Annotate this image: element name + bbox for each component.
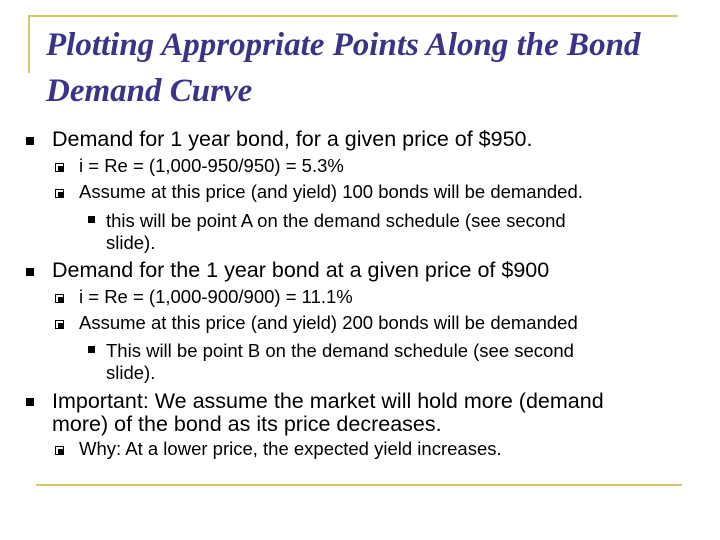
square-bullet-icon xyxy=(26,137,34,145)
slide-title-line-1: Plotting Appropriate Points Along the Bond xyxy=(46,27,641,63)
square-bullet-icon xyxy=(88,216,95,223)
slide-title-line-2: Demand Curve xyxy=(46,73,253,109)
bullet-text: Demand for 1 year bond, for a given price of $950. xyxy=(52,127,533,151)
bullet-important xyxy=(52,390,604,436)
bullet-text: Why: At a lower price, the expected yield increases. xyxy=(79,438,502,459)
hollow-square-bullet-icon xyxy=(55,163,64,172)
bullet-text: this will be point A on the demand schedule (see second slide). xyxy=(106,210,566,253)
square-bullet-icon xyxy=(26,268,34,276)
bullet-text: Assume at this price (and yield) 100 bonds will be demanded. xyxy=(79,181,583,202)
title-frame-left-line xyxy=(28,15,30,73)
square-bullet-icon xyxy=(88,346,95,353)
slide-title xyxy=(46,22,720,114)
bullet-text: Assume at this price (and yield) 200 bonds will be demanded xyxy=(79,312,578,333)
title-frame-top-line xyxy=(28,15,678,17)
bullet-assume-100 xyxy=(79,183,583,202)
bullet-text: i = Re = (1,000-900/900) = 11.1% xyxy=(79,286,353,307)
bullet-text: This will be point B on the demand schedule (see second slide). xyxy=(106,340,574,383)
bullet-why xyxy=(79,440,502,459)
bullet-assume-200 xyxy=(79,314,578,333)
bullet-point-b xyxy=(106,340,574,384)
bullet-text: i = Re = (1,000-950/950) = 5.3% xyxy=(79,155,344,176)
bullet-yield-900 xyxy=(79,288,353,307)
hollow-square-bullet-icon xyxy=(55,294,64,303)
hollow-square-bullet-icon xyxy=(55,189,64,198)
hollow-square-bullet-icon xyxy=(55,446,64,455)
bullet-yield-950 xyxy=(79,157,344,176)
bullet-text: Important: We assume the market will hold more (demand more) of the bond as its price decreases. xyxy=(52,389,604,436)
bullet-point-a xyxy=(106,210,566,254)
bullet-demand-950 xyxy=(52,129,532,151)
bottom-divider-line xyxy=(36,484,682,486)
hollow-square-bullet-icon xyxy=(55,320,64,329)
bullet-text: Demand for the 1 year bond at a given price of $900 xyxy=(52,258,550,282)
square-bullet-icon xyxy=(26,398,34,406)
bullet-demand-900 xyxy=(52,260,549,282)
